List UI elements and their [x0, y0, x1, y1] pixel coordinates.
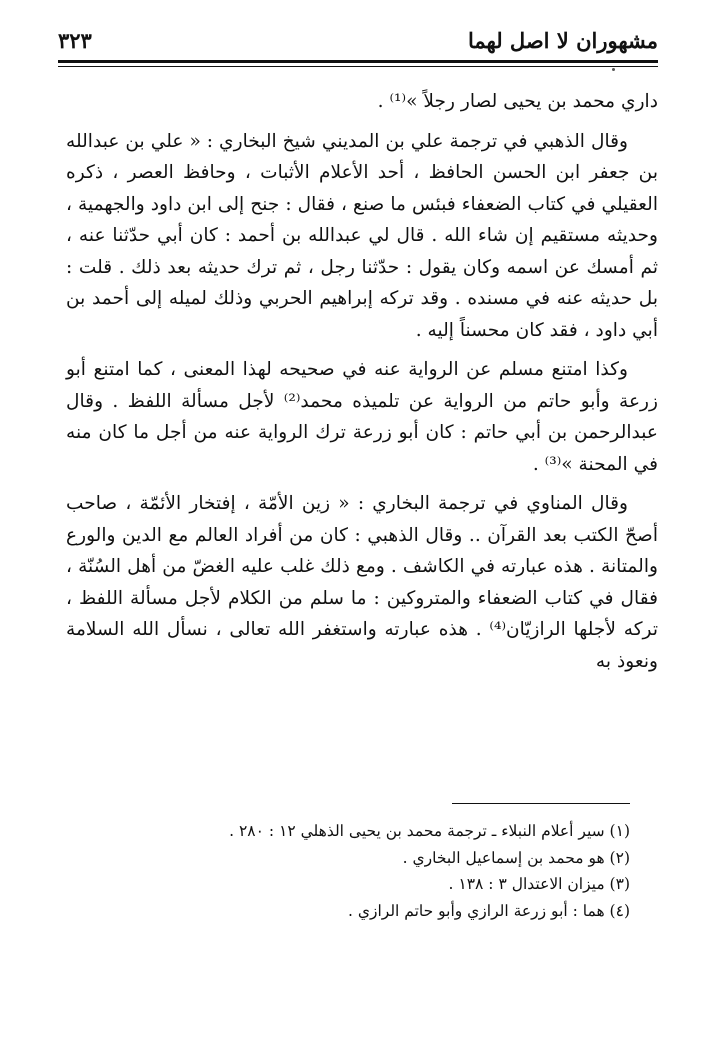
running-header	[58, 26, 658, 56]
header-rule-thin	[58, 66, 658, 67]
footnote: (٤) هما : أبو زرعة الرازي وأبو حاتم الرازي .	[347, 901, 630, 920]
header-rule-thick	[58, 60, 658, 63]
paragraph: وقال المناوي في ترجمة البخاري : « زين الأمّة ، إفتخار الأئمّة ، صاحب أصحّ الكتب بعد القرآن .. وقال الذهبي : كان من أفراد العالم مع الدين والورع والمتانة . هذه عبارته في الكاشف . ومع ذلك غلب عليه الغضّ من أهل السُنّة ، فقال في كتاب الضعفاء والمتروكين : ما سلم من الكلام لأجل مسألة اللفظ ، تركه لأجلها الرازيّان⁽⁴⁾ . هذه عبارته واستغفر الله تعالى ، نسأل الله السلامة ونعوذ به	[66, 493, 658, 672]
paragraph: وقال الذهبي في ترجمة علي بن المديني شيخ البخاري : « علي بن عبدالله بن جعفر ابن الحسن الحافظ ، أحد الأعلام الأثبات ، وحافظ العصر ، ذكره العقيلي في كتاب الضعفاء فبئس ما صنع ، فقال : جنح إلى ابن داود والجهمية ، وحديثه مستقيم إن شاء الله . قال لي عبدالله بن أحمد : كان أبي حدّثنا عنه ، ثم أمسك عن اسمه وكان يقول : حدّثنا رجل ، ثم ترك حديثه بعد ذلك . قلت : بل حديثه عنه في مسنده . وقد تركه إبراهيم الحربي وذلك لميله إلى أحمد بن أبي داود ، فقد كان محسناً إليه .	[66, 130, 658, 341]
main-text	[66, 86, 658, 677]
footnote: (١) سير أعلام النبلاء ـ ترجمة محمد بن يحيى الذهلي ١٢ : ٢٨٠ .	[229, 822, 630, 840]
paragraph: وكذا امتنع مسلم عن الرواية عنه في صحيحه لهذا المعنى ، كما امتنع أبو زرعة وأبو حاتم من الرواية عن تلميذه محمد⁽²⁾ لأجل مسألة اللفظ . وقال عبدالرحمن بن أبي حاتم : كان أبو زرعة ترك الرواية عنه من أجل ما كان منه في المحنة »⁽³⁾ .	[66, 359, 658, 475]
footnote: (٣) ميزان الاعتدال ٣ : ١٣٨ .	[448, 875, 630, 893]
ink-dot	[612, 68, 615, 71]
paragraph: داري محمد بن يحيى لصار رجلاً »⁽¹⁾ .	[377, 91, 658, 112]
page-number: ٣٢٣	[58, 28, 92, 53]
footnotes	[200, 818, 630, 924]
footnote-separator	[452, 803, 630, 804]
header-title: مشهوران لا اصل لهما	[467, 28, 658, 53]
footnote: (٢) هو محمد بن إسماعيل البخاري .	[402, 848, 630, 867]
